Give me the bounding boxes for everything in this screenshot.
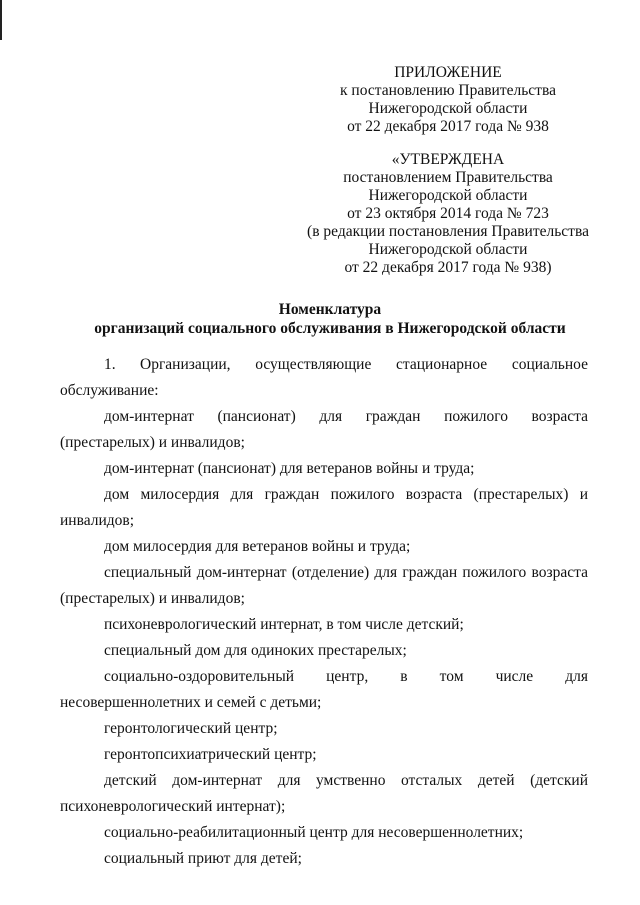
list-item: дом-интернат (пансионат) для граждан пожилого возраста (престарелых) и инвалидов; xyxy=(60,408,588,451)
approval-line: постановлением Правительства xyxy=(343,169,553,186)
appendix-line: Нижегородской области xyxy=(368,100,528,117)
document-title xyxy=(60,300,600,338)
approval-line: от 23 октября 2014 года № 723 xyxy=(347,205,549,222)
title-line-2: организаций социального обслуживания в Нижегородской области xyxy=(94,320,566,337)
scan-edge-mark xyxy=(0,0,2,40)
list-item: социальный приют для детей; xyxy=(104,850,302,867)
approval-line: Нижегородской области xyxy=(368,187,528,204)
list-item: дом милосердия для ветеранов войны и труда; xyxy=(104,538,411,555)
appendix-line: ПРИЛОЖЕНИЕ xyxy=(394,64,502,81)
list-item: дом милосердия для граждан пожилого возраста (престарелых) и инвалидов; xyxy=(60,486,588,529)
appendix-line: к постановлению Правительства xyxy=(340,82,556,99)
approval-stamp-block xyxy=(300,151,596,277)
approval-line: (в редакции постановления Правительства xyxy=(307,223,589,240)
section-number: 1. xyxy=(104,356,116,373)
approval-line: от 22 декабря 2017 года № 938) xyxy=(344,259,552,276)
list-item: психоневрологический интернат, в том числе детский; xyxy=(104,616,464,633)
section-heading-text: Организации, осуществляющие стационарное социальное обслуживание: xyxy=(60,356,588,399)
title-line-1: Номенклатура xyxy=(278,301,382,318)
approval-line: Нижегородской области xyxy=(368,241,528,258)
appendix-header xyxy=(300,64,596,136)
list-item: геронтологический центр; xyxy=(104,720,278,737)
list-item: детский дом-интернат для умственно отсталых детей (детский психоневрологический интернат); xyxy=(60,772,588,815)
document-body xyxy=(60,352,588,872)
list-item: геронтопсихиатрический центр; xyxy=(104,746,317,763)
section-1-heading xyxy=(60,352,588,404)
list-item: социально-реабилитационный центр для несовершеннолетних; xyxy=(104,824,524,841)
appendix-line: от 22 декабря 2017 года № 938 xyxy=(347,118,549,135)
approval-line: «УТВЕРЖДЕНА xyxy=(391,151,505,168)
list-item: специальный дом для одиноких престарелых; xyxy=(104,642,407,659)
list-item: специальный дом-интернат (отделение) для граждан пожилого возраста (престарелых) и инвалидов; xyxy=(60,564,588,607)
list-item: социально-оздоровительный центр, в том числе для несовершеннолетних и семей с детьми; xyxy=(60,668,588,711)
list-item: дом-интернат (пансионат) для ветеранов войны и труда; xyxy=(104,460,475,477)
